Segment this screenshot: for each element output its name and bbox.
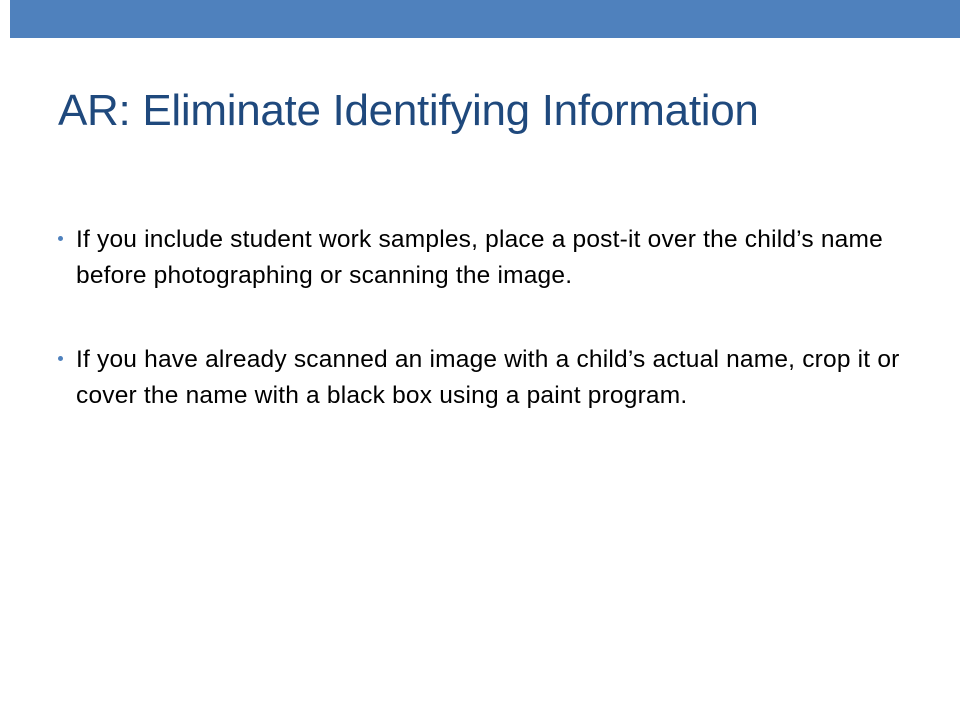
- slide-title: AR: Eliminate Identifying Information: [58, 86, 759, 135]
- bullet-icon: [58, 236, 63, 241]
- bullet-item: [58, 342, 918, 414]
- header-accent-bar: [10, 0, 960, 38]
- bullet-item: [58, 222, 918, 294]
- bullet-text: If you have already scanned an image with a child’s actual name, crop it or cover the name with a black box using a paint program.: [76, 346, 900, 409]
- bullet-text: If you include student work samples, place a post-it over the child’s name before photographing or scanning the image.: [76, 226, 883, 289]
- bullet-icon: [58, 356, 63, 361]
- bullet-list: [58, 222, 918, 414]
